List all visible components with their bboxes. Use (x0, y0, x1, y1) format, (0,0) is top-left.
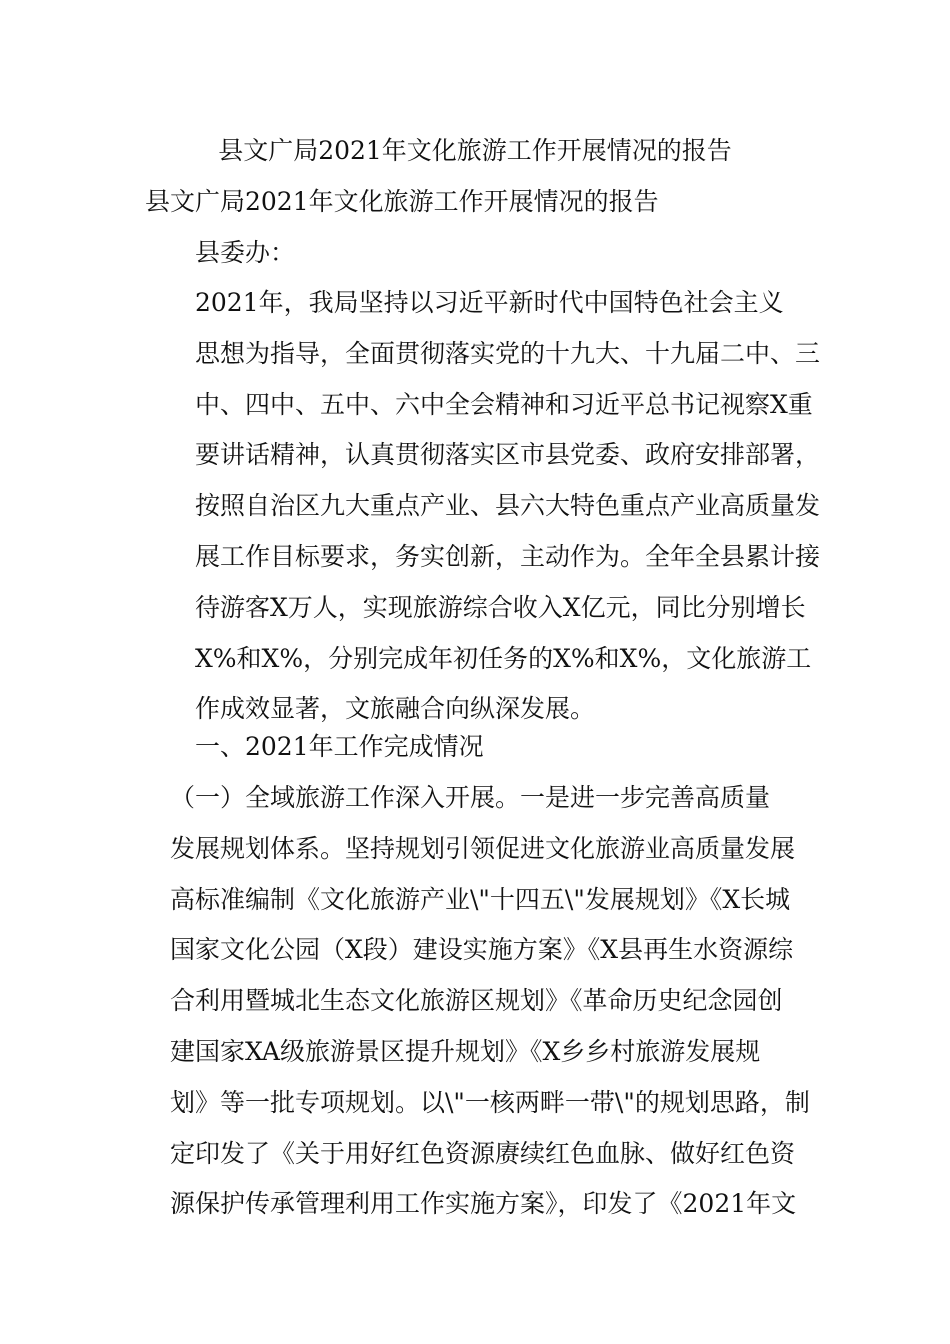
paragraph-line: 定印发了《关于用好红色资源赓续红色血脉、做好红色资 (170, 1138, 796, 1168)
paragraph-line: （一）全域旅游工作深入开展。一是进一步完善高质量 (170, 783, 771, 812)
paragraph-line: 中、四中、五中、六中全会精神和习近平总书记视察X重 (195, 389, 813, 419)
paragraph-line: 待游客X万人，实现旅游综合收入X亿元，同比分别增长 (195, 592, 806, 622)
paragraph-1 (145, 278, 821, 735)
paragraph-line: 思想为指导，全面贯彻落实党的十九大、十九届二中、三 (195, 338, 821, 368)
paragraph-line: X%和X%，分别完成年初任务的X%和X%，文化旅游工 (195, 643, 812, 673)
document-title: 县文广局2021年文化旅游工作开展情况的报告 (218, 136, 732, 165)
paragraph-line: 高标准编制《文化旅游产业\"十四五\"发展规划》《X长城 (170, 884, 791, 914)
paragraph-line: 发展规划体系。坚持规划引领促进文化旅游业高质量发展 (170, 833, 796, 863)
paragraph-line: 展工作目标要求，务实创新，主动作为。全年全县累计接 (195, 541, 821, 571)
paragraph-line: 合利用暨城北生态文化旅游区规划》《革命历史纪念园创 (170, 986, 783, 1016)
paragraph-line: 建国家XA级旅游景区提升规划》《X乡乡村旅游发展规 (170, 1036, 761, 1066)
paragraph-line: 划》等一批专项规划。以\"一核两畔一带\"的规划思路，制 (170, 1087, 810, 1117)
paragraph-line: 按照自治区九大重点产业、县六大特色重点产业高质量发 (195, 491, 821, 521)
paragraph-line: 2021年，我局坚持以习近平新时代中国特色社会主义 (195, 288, 784, 317)
paragraph-line: 国家文化公园（X段）建设实施方案》《X县再生水资源综 (170, 935, 794, 965)
paragraph-line: 要讲话精神，认真贯彻落实区市县党委、政府安排部署， (195, 440, 821, 470)
section-heading: 一、2021年工作完成情况 (195, 732, 484, 761)
paragraph-line: 作成效显著，文旅融合向纵深发展。 (195, 694, 596, 724)
document-subtitle: 县文广局2021年文化旅游工作开展情况的报告 (145, 187, 659, 216)
salutation: 县委办： (195, 238, 296, 267)
paragraph-2 (145, 773, 810, 1230)
paragraph-line: 源保护传承管理利用工作实施方案》，印发了《2021年文 (170, 1189, 797, 1219)
